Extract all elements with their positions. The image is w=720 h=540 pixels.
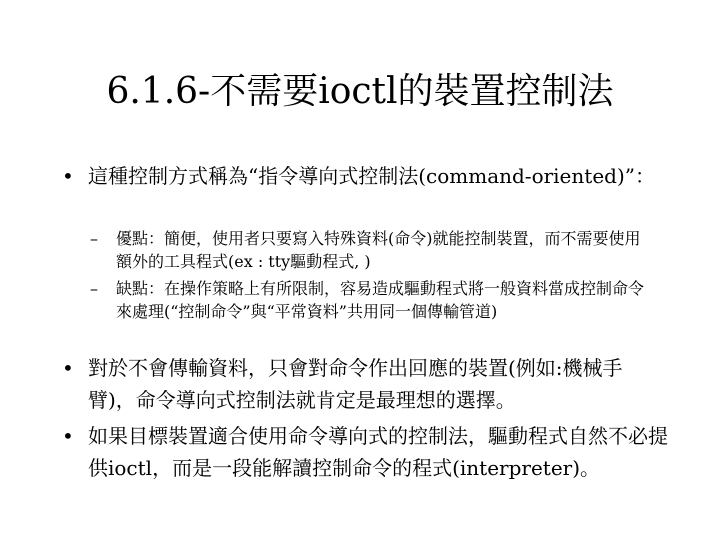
bullet-interpreter [62, 420, 668, 484]
bullet-command-oriented [62, 160, 668, 192]
sub-bullet-marker: – [90, 229, 98, 248]
bullet-marker: • [62, 424, 74, 448]
bullet-marker: • [62, 356, 74, 380]
sub-bullet-marker: – [90, 279, 98, 298]
sub-bullet-text: 缺點：在操作策略上有所限制，容易造成驅動程式將一般資料當成控制命令來處理(“控制命令”與“平常資料”共用同一個傳輸管道) [116, 279, 645, 321]
bullet-marker: • [62, 164, 74, 188]
sub-bullet-advantages [90, 227, 656, 273]
bullet-text: 對於不會傳輸資料，只會對命令作出回應的裝置(例如:機械手臂)，命令導向式控制法就肯定是最理想的選擇。 [88, 356, 623, 412]
bullet-robot-arm [62, 352, 668, 416]
slide-title: 6.1.6-不需要ioctl的裝置控制法 [106, 71, 614, 112]
sub-bullet-text: 優點：簡便，使用者只要寫入特殊資料(命令)就能控制裝置，而不需要使用額外的工具程式(ex : tty驅動程式, ) [116, 229, 641, 271]
bullet-text: 這種控制方式稱為“指令導向式控制法(command-oriented)”： [88, 164, 655, 188]
sub-bullet-disadvantages [90, 277, 656, 323]
bullet-text: 如果目標裝置適合使用命令導向式的控制法，驅動程式自然不必提供ioctl，而是一段能解讀控制命令的程式(interpreter)。 [88, 424, 668, 480]
